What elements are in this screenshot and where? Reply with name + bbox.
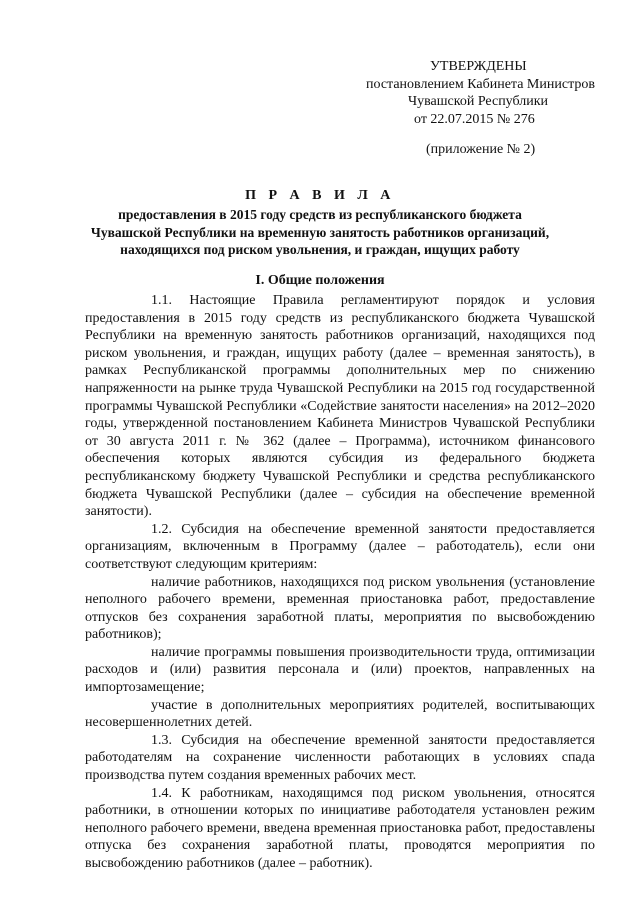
appendix-label: (приложение № 2) (426, 142, 536, 157)
document-title: П Р А В И Л А (245, 188, 395, 203)
subtitle-line-3: находящихся под риском увольнения, и граждан, ищущих работу (120, 242, 520, 257)
approval-date-number: от 22.07.2015 № 276 (414, 111, 535, 127)
paragraph-1-2: 1.2. Субсидия на обеспечение временной занятости предоставляется организациям, включенным в Программу (далее – работодатель), если они соответствуют следующим критериям: (85, 521, 595, 572)
criteria-item-3: участие в дополнительных мероприятиях родителей, воспитывающих несовершеннолетних детей. (85, 697, 595, 731)
paragraph-1-3: 1.3. Субсидия на обеспечение временной занятости предоставляется работодателям на сохранение численности работающих в условиях спада производства путем создания временных рабочих мест. (85, 732, 595, 784)
subtitle-line-2: Чувашской Республики на временную занятость работников организаций, (90, 224, 550, 240)
paragraph-1-4: 1.4. К работникам, находящимся под риском увольнения, относятся работники, в отношении которых по инициативе работодателя установлен режим неполного рабочего времени, введена временная приостановка работ, предоставлены отпуска без сохранения заработной платы, проводятся мероприятия по высвобождению работников (далее – работник). (85, 785, 595, 871)
criteria-item-1: наличие работников, находящихся под риском увольнения (установление неполного рабочего времени, временная приостановка работ, предоставление отпусков без сохранения заработной платы, мероприятия по высвобождению работников); (85, 574, 595, 643)
subtitle-line-1: предоставления в 2015 году средств из республиканского бюджета (118, 207, 522, 222)
document-body (85, 292, 595, 873)
section-heading: I. Общие положения (255, 273, 385, 288)
approval-by-line: постановлением Кабинета Министров (366, 76, 595, 92)
criteria-item-2: наличие программы повышения производительности труда, оптимизации расходов и (или) развития персонала и (или) проектов, направленных на импортозамещение; (85, 644, 595, 696)
paragraph-1-1: 1.1. Настоящие Правила регламентируют порядок и условия предоставления в 2015 году средств из республиканского бюджета Чувашской Республики на временную занятость работников организаций, находящихся под риском увольнения, и граждан, ищущих работу (далее – временная занятость), в рамках Республиканской программы дополнительных мер по снижению напряженности на рынке труда Чувашской Республики на 2015 год государственной программы Чувашской Республики «Содействие занятости населения» на 2012–2020 годы, утвержденной постановлением Кабинета Министров Чувашской Республики от 30 августа 2011 г. № 362 (далее – Программа), источником финансового обеспечения которых являются субсидия из федерального бюджета республиканскому бюджету Чувашской Республики и средства республиканского бюджета Чувашской Республики (далее – субсидия на обеспечение временной занятости). (85, 293, 595, 520)
document-subtitle (60, 206, 580, 259)
approval-republic-line: Чувашской Республики (408, 94, 549, 109)
approval-block (360, 58, 610, 128)
approval-heading: УТВЕРЖДЕНЫ (430, 59, 527, 74)
